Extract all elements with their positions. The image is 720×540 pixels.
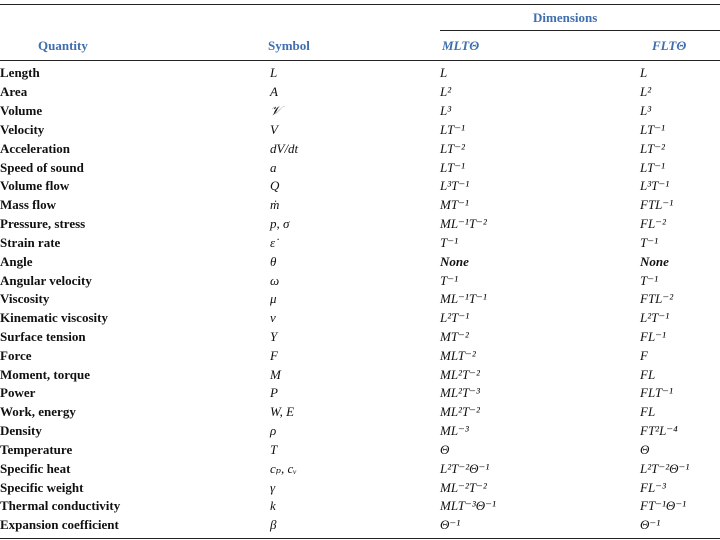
flt-cell: F <box>640 347 648 363</box>
quantity-cell: Force <box>0 347 32 363</box>
quantity-cell: Strain rate <box>0 234 61 250</box>
mlt-cell: L² <box>440 84 452 100</box>
symbol-cell: k <box>270 498 276 514</box>
symbol-cell: ε̇ <box>270 234 276 250</box>
flt-cell: FL⁻³ <box>640 479 666 495</box>
table-row <box>0 497 720 516</box>
quantity-cell: Volume <box>0 103 43 119</box>
mlt-cell: ML²T⁻² <box>440 366 480 382</box>
symbol-cell: W, E <box>270 404 295 420</box>
table-row <box>0 459 720 478</box>
table-row <box>0 384 720 403</box>
mlt-cell: Θ <box>440 441 450 457</box>
mlt-cell: ML²T⁻² <box>440 404 480 420</box>
quantity-cell: Specific weight <box>0 479 84 495</box>
table-row <box>0 328 720 347</box>
flt-cell: LT⁻¹ <box>640 159 665 175</box>
quantity-cell: Specific heat <box>0 460 71 476</box>
flt-cell: FL <box>640 404 656 420</box>
mlt-cell: ML⁻²T⁻² <box>440 479 487 495</box>
mlt-cell: MLT⁻² <box>440 347 476 363</box>
symbol-cell: V <box>270 121 278 137</box>
flt-cell: L²T⁻¹ <box>640 310 670 326</box>
flt-cell: Θ⁻¹ <box>640 517 661 533</box>
top-rule <box>0 4 720 5</box>
table-row <box>0 215 720 234</box>
symbol-cell: L <box>270 65 278 81</box>
mlt-cell: L³T⁻¹ <box>440 178 470 194</box>
symbol-cell: γ <box>270 479 276 495</box>
mlt-cell: LT⁻¹ <box>440 159 465 175</box>
symbol-cell: Υ <box>270 329 278 344</box>
table-row <box>0 177 720 196</box>
table-row <box>0 403 720 422</box>
table-row <box>0 290 720 309</box>
table-row <box>0 139 720 158</box>
quantity-cell: Volume flow <box>0 178 70 194</box>
flt-cell: FL <box>640 366 656 382</box>
quantity-cell: Area <box>0 84 28 100</box>
symbol-cell: ṁ <box>270 197 280 213</box>
flt-cell: L² <box>640 84 652 100</box>
flt-cell: FL⁻² <box>640 216 666 232</box>
symbol-cell: T <box>270 441 278 457</box>
mlt-cell: T⁻¹ <box>440 234 458 250</box>
dimensions-underline <box>440 30 720 31</box>
table-row <box>0 83 720 102</box>
quantity-cell: Speed of sound <box>0 159 84 175</box>
quantity-cell: Thermal conductivity <box>0 498 121 514</box>
flt-cell: FLT⁻¹ <box>640 385 673 401</box>
mlt-cell: L²T⁻²Θ⁻¹ <box>440 460 490 476</box>
quantity-cell: Power <box>0 385 36 401</box>
table-row <box>0 120 720 139</box>
flt-cell: L³ <box>640 103 652 119</box>
table-row <box>0 271 720 290</box>
table-row <box>0 478 720 497</box>
quantity-cell: Mass flow <box>0 197 56 213</box>
mlt-cell: LT⁻¹ <box>440 121 465 137</box>
symbol-cell: μ <box>270 291 277 307</box>
flt-cell: Θ <box>640 441 650 457</box>
quantity-cell: Length <box>0 65 40 81</box>
table-row <box>0 102 720 121</box>
flt-cell: L²T⁻²Θ⁻¹ <box>640 460 690 476</box>
quantity-cell: Pressure, stress <box>0 216 86 232</box>
quantity-cell: Angular velocity <box>0 272 92 288</box>
quantity-cell: Temperature <box>0 441 73 457</box>
symbol-cell: ω <box>270 272 280 288</box>
flt-cell: FT⁻¹Θ⁻¹ <box>640 498 687 514</box>
flt-cell: FT²L⁻⁴ <box>640 423 678 439</box>
symbol-cell: 𝒱 <box>270 103 281 119</box>
mlt-cell: MT⁻² <box>440 329 469 344</box>
table-row <box>0 158 720 177</box>
symbol-cell: θ <box>270 253 277 269</box>
quantity-cell: Velocity <box>0 121 45 137</box>
flt-cell: T⁻¹ <box>640 272 658 288</box>
symbol-cell: Q <box>270 178 280 194</box>
flt-cell: L³T⁻¹ <box>640 178 670 194</box>
flt-header: FLTΘ <box>652 38 687 53</box>
flt-cell: LT⁻² <box>640 140 665 156</box>
symbol-cell: β <box>270 517 277 533</box>
quantity-cell: Viscosity <box>0 291 50 307</box>
quantity-cell: Acceleration <box>0 140 71 156</box>
symbol-cell: P <box>270 385 278 401</box>
dimensions-table <box>0 64 720 535</box>
mlt-cell: LT⁻² <box>440 140 465 156</box>
mlt-cell: ML⁻¹T⁻² <box>440 216 487 232</box>
table-row <box>0 233 720 252</box>
mlt-cell: L³ <box>440 103 452 119</box>
symbol-cell: ν <box>270 310 276 326</box>
quantity-header: Quantity <box>38 38 88 53</box>
flt-cell: LT⁻¹ <box>640 121 665 137</box>
quantity-cell: Density <box>0 423 42 439</box>
table-row <box>0 346 720 365</box>
table-row <box>0 365 720 384</box>
flt-cell: L <box>640 65 648 81</box>
quantity-cell: Kinematic viscosity <box>0 310 108 326</box>
mlt-cell: ML⁻³ <box>440 423 469 439</box>
flt-cell: FTL⁻² <box>640 291 674 307</box>
mlt-cell: None <box>440 253 469 269</box>
mlt-header: MLTΘ <box>442 38 480 53</box>
flt-cell: FL⁻¹ <box>640 329 666 344</box>
mlt-cell: MT⁻¹ <box>440 197 469 213</box>
header-rule <box>0 60 720 61</box>
dimensions-header: Dimensions <box>533 10 598 25</box>
symbol-header: Symbol <box>268 38 310 53</box>
quantity-cell: Expansion coefficient <box>0 517 119 533</box>
symbol-cell: cₚ, cᵥ <box>270 460 297 476</box>
mlt-cell: L <box>440 65 448 81</box>
flt-cell: T⁻¹ <box>640 234 658 250</box>
table-row <box>0 309 720 328</box>
quantity-cell: Moment, torque <box>0 366 91 382</box>
symbol-cell: A <box>270 84 278 100</box>
flt-cell: FTL⁻¹ <box>640 197 674 213</box>
quantity-cell: Work, energy <box>0 404 76 420</box>
table-row <box>0 252 720 271</box>
symbol-cell: dV/dt <box>270 140 299 156</box>
table-row <box>0 422 720 441</box>
mlt-cell: MLT⁻³Θ⁻¹ <box>440 498 496 514</box>
table-row <box>0 516 720 535</box>
table-row <box>0 441 720 460</box>
table-body <box>0 64 720 535</box>
symbol-cell: p, σ <box>270 216 290 232</box>
quantity-cell: Surface tension <box>0 329 86 344</box>
bottom-rule <box>0 538 720 539</box>
table-row <box>0 196 720 215</box>
symbol-cell: a <box>270 159 277 175</box>
table-row <box>0 64 720 83</box>
flt-cell: None <box>640 253 669 269</box>
symbol-cell: M <box>270 366 281 382</box>
quantity-cell: Angle <box>0 253 33 269</box>
mlt-cell: L²T⁻¹ <box>440 310 470 326</box>
mlt-cell: ML²T⁻³ <box>440 385 480 401</box>
symbol-cell: ρ <box>270 423 277 439</box>
mlt-cell: ML⁻¹T⁻¹ <box>440 291 487 307</box>
mlt-cell: T⁻¹ <box>440 272 458 288</box>
mlt-cell: Θ⁻¹ <box>440 517 461 533</box>
symbol-cell: F <box>270 347 278 363</box>
